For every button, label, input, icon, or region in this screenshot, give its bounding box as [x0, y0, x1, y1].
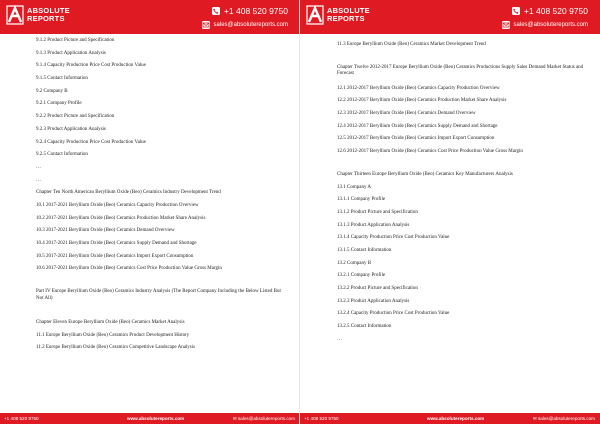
toc-entry: 9.1.5 Contact Information — [36, 76, 88, 82]
toc-entry: 13.2.1 Company Profile — [337, 273, 386, 279]
toc-entry: 12.3 2012-2017 Beryllium Oxide (Beo) Ceramics Demand Overview — [337, 111, 476, 117]
toc-entry: 13.1.1 Company Profile — [337, 197, 386, 203]
phone-icon — [212, 7, 220, 15]
email-icon — [202, 21, 210, 29]
page-header — [300, 0, 600, 34]
brand-name-line2: REPORTS — [27, 14, 65, 23]
logo-icon — [305, 4, 325, 26]
toc-chapter-heading: Chapter Eleven Europe Beryllium Oxide (Beo) Ceramics Market Analysis — [36, 320, 185, 326]
header-email[interactable] — [502, 21, 588, 29]
footer-email-text: sales@absolutereports.com — [237, 416, 295, 421]
toc-entry: 9.1.4 Capacity Production Price Cost Production Value — [36, 63, 146, 69]
toc-entry: 11.2 Europe Beryllium Oxide (Beo) Ceramics Competitive Landscape Analysis — [36, 345, 196, 351]
toc-entry: 13.1.5 Contact Information — [337, 247, 392, 253]
header-phone-text: +1 408 520 9750 — [223, 6, 288, 16]
email-icon — [502, 21, 510, 29]
header-email-text: sales@absolutereports.com — [513, 22, 588, 28]
brand-logo-text — [27, 7, 70, 23]
toc-entry: 13.1.2 Product Picture and Specification — [337, 209, 418, 215]
toc-entry: 9.2.4 Capacity Production Price Cost Production Value — [36, 139, 146, 145]
toc-entry: 13.2 Company B — [337, 260, 372, 266]
header-phone[interactable] — [212, 6, 288, 16]
toc-list-left — [36, 38, 286, 358]
header-email-text: sales@absolutereports.com — [213, 22, 288, 28]
toc-entry: 12.5 2012-2017 Beryllium Oxide (Beo) Ceramics Import Export Consumption — [337, 136, 495, 142]
toc-entry: 9.2.1 Company Profile — [36, 101, 82, 107]
header-phone-text: +1 408 520 9750 — [523, 6, 588, 16]
toc-entry: 10.1 2017-2021 Beryllium Oxide (Beo) Ceramics Capacity Production Overview — [36, 202, 199, 208]
toc-entry: 9.2.5 Contact Information — [36, 152, 88, 158]
footer-website-link[interactable]: www.absolutereports.com — [427, 416, 485, 421]
toc-entry: 12.6 2012-2017 Beryllium Oxide (Beo) Ceramics Cost Price Production Value Gross Margin — [337, 149, 523, 155]
footer-email[interactable]: ✉ sales@absolutereports.com — [232, 416, 295, 421]
toc-entry: 12.1 2012-2017 Beryllium Oxide (Beo) Ceramics Capacity Production Overview — [337, 85, 500, 91]
footer-phone[interactable]: +1 408 520 9750 — [4, 416, 39, 421]
toc-entry: 11.3 Europe Beryllium Oxide (Beo) Ceramics Market Development Trend — [337, 42, 486, 47]
toc-entry: 13.2.2 Product Picture and Specification — [337, 286, 418, 291]
toc-entry: 11.1 Europe Beryllium Oxide (Beo) Ceramics Product Development History — [36, 332, 190, 338]
brand-name-line1: ABSOLUTE — [327, 6, 370, 15]
toc-list-right — [337, 42, 587, 349]
phone-icon — [512, 7, 520, 15]
logo-icon — [5, 4, 25, 26]
header-phone[interactable] — [512, 6, 588, 16]
toc-entry: 13.2.4 Capacity Production Price Cost Production Value — [337, 311, 450, 317]
toc-entry: 13.2.3 Product Application Analysis — [337, 298, 410, 304]
footer-email[interactable]: ✉ sales@absolutereports.com — [532, 416, 595, 421]
toc-ellipsis: … — [337, 336, 342, 342]
toc-entry: 10.6 2017-2021 Beryllium Oxide (Beo) Ceramics Cost Price Production Value Gross Margin — [36, 266, 222, 272]
header-email[interactable] — [202, 21, 288, 29]
toc-entry: 10.4 2017-2021 Beryllium Oxide (Beo) Ceramics Supply Demand and Shortage — [36, 241, 197, 246]
toc-part-heading: Part IV Europe Beryllium Oxide (Beo) Ceramics Industry Analysis (The Report Company Including the Below Listed But Not All) — [36, 289, 281, 301]
toc-chapter-heading: Chapter Thirteen Europe Beryllium Oxide (Beo) Ceramics Key Manufacturers Analysis — [337, 171, 513, 177]
page-footer — [300, 413, 600, 424]
toc-ellipsis: … — [36, 177, 41, 183]
right-page — [300, 0, 600, 424]
toc-entry: 9.1.3 Product Application Analysis — [36, 50, 106, 56]
toc-entry: 13.1.3 Product Application Analysis — [337, 222, 410, 228]
toc-entry: 12.4 2012-2017 Beryllium Oxide (Beo) Ceramics Supply Demand and Shortage — [337, 123, 498, 129]
page-footer — [0, 413, 300, 424]
toc-entry: 10.5 2017-2021 Beryllium Oxide (Beo) Ceramics Import Export Consumption — [36, 253, 194, 259]
toc-entry: 12.2 2012-2017 Beryllium Oxide (Beo) Ceramics Production Market Share Analysis — [337, 98, 507, 104]
page-header — [0, 0, 300, 34]
toc-entry: 13.1 Company A — [337, 184, 372, 190]
brand-logo-text — [327, 7, 370, 23]
toc-entry: 9.2.2 Product Picture and Specification — [36, 114, 115, 120]
toc-chapter-heading: Chapter Ten North American Beryllium Oxide (Beo) Ceramics Industry Development Trend — [36, 190, 221, 196]
toc-entry: 13.2.5 Contact Information — [337, 324, 392, 330]
toc-entry: 9.2 Company B — [36, 88, 68, 94]
toc-entry: 10.3 2017-2021 Beryllium Oxide (Beo) Ceramics Demand Overview — [36, 228, 175, 234]
toc-chapter-heading: Chapter Twelve 2012-2017 Europe Beryllium Oxide (Beo) Ceramics Productions Supply Sales Demand Market Status and Forecast — [337, 64, 584, 77]
footer-website-link[interactable]: www.absolutereports.com — [127, 416, 185, 421]
toc-entry: 13.1.4 Capacity Production Price Cost Production Value — [337, 235, 450, 241]
brand-name-line1: ABSOLUTE — [27, 6, 70, 15]
brand-name-line2: REPORTS — [327, 14, 365, 23]
toc-entry: 10.2 2017-2021 Beryllium Oxide (Beo) Ceramics Production Market Share Analysis — [36, 215, 206, 221]
toc-ellipsis: … — [36, 164, 41, 170]
toc-entry: 9.2.3 Product Application Analysis — [36, 126, 106, 132]
footer-email-text: sales@absolutereports.com — [537, 416, 595, 421]
toc-entry: 9.1.2 Product Picture and Specification — [36, 38, 115, 43]
footer-phone[interactable]: +1 408 520 9750 — [304, 416, 339, 421]
